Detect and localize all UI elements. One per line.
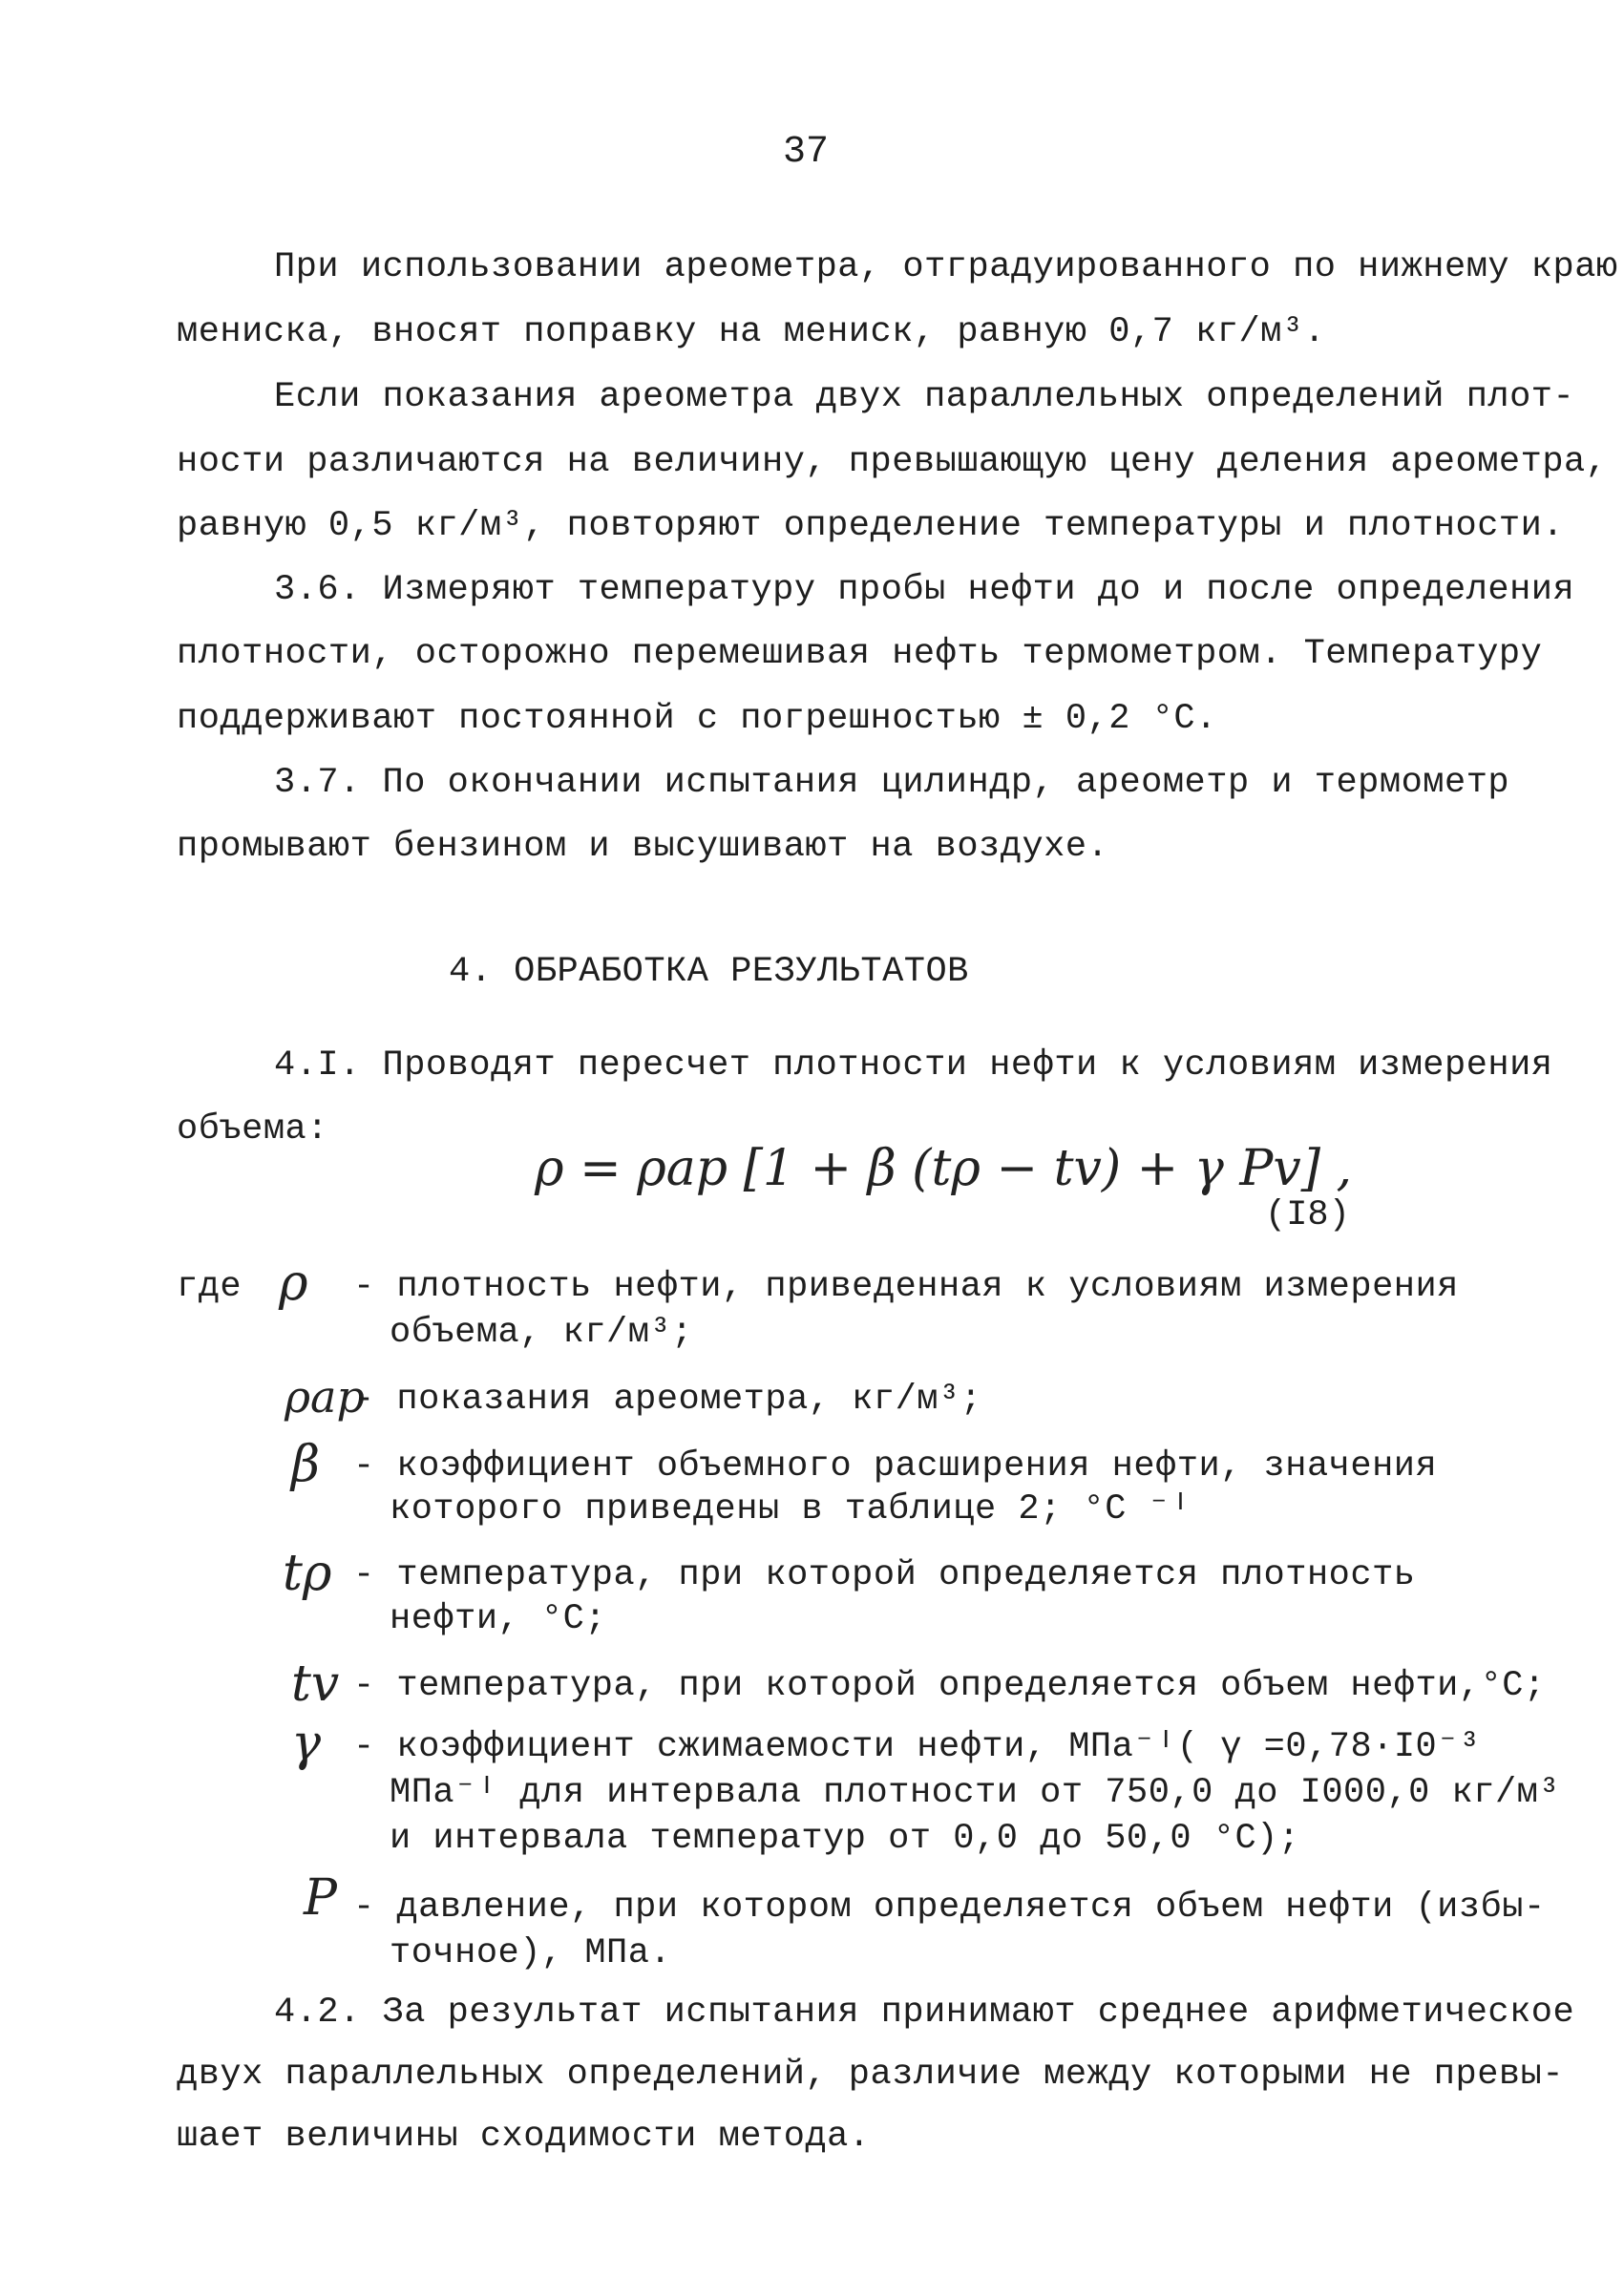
definition-pressure-line-2: точное), МПа. xyxy=(390,1933,672,1973)
definition-rho-ar-line-1: - показания ареометра, кг/м³; xyxy=(353,1380,982,1420)
definition-symbol-beta: β xyxy=(291,1436,321,1493)
paragraph-parallel-line-1: Если показания ареометра двух параллельных определений плот- xyxy=(274,377,1575,417)
paragraph-parallel-line-2: ности различаются на величину, превышающую цену деления ареометра, xyxy=(177,442,1608,482)
definition-symbol-gamma: γ xyxy=(291,1715,322,1772)
page-number: 37 xyxy=(783,131,830,174)
definition-symbol-pressure: P xyxy=(304,1869,337,1927)
definition-gamma-line-2: МПа⁻ᴵ для интервала плотности от 750,0 до I000,0 кг/м³ xyxy=(390,1773,1561,1813)
definition-symbol-t-rho: tρ xyxy=(283,1545,332,1602)
paragraph-4-2-line-2: двух параллельных определений, различие между которыми не превы- xyxy=(177,2055,1565,2095)
paragraph-parallel-line-3: равную 0,5 кг/м³, повторяют определение температуры и плотности. xyxy=(177,506,1565,546)
definition-symbol-rho: ρ xyxy=(279,1255,308,1312)
definition-beta-line-2: которого приведены в таблице 2; °С ⁻ᴵ xyxy=(390,1489,1192,1529)
paragraph-3-6-line-2: плотности, осторожно перемешивая нефть термометром. Температуру xyxy=(177,634,1543,674)
paragraph-4-1-line-2: объема: xyxy=(177,1109,328,1150)
definition-pressure-line-1: - давление, при котором определяется объем нефти (избы- xyxy=(353,1888,1546,1928)
paragraph-3-7-line-2: промывают бензином и высушивают на воздухе. xyxy=(177,827,1109,867)
definition-t-rho-line-2: нефти, °С; xyxy=(390,1599,607,1639)
definition-rho-line-2: объема, кг/м³; xyxy=(390,1313,693,1353)
paragraph-3-7-line-1: 3.7. По окончании испытания цилиндр, ареометр и термометр xyxy=(274,763,1510,803)
paragraph-4-1-line-1: 4.I. Проводят пересчет плотности нефти к условиям измерения xyxy=(274,1045,1553,1086)
section-heading: 4. ОБРАБОТКА РЕЗУЛЬТАТОВ xyxy=(449,952,969,992)
density-formula: ρ = ρар [1 + β (tρ − tv) + γ Pv] , xyxy=(535,1140,1353,1197)
definition-gamma-line-1: - коэффициент сжимаемости нефти, МПа⁻ᴵ( γ =0,78·I0⁻³ xyxy=(353,1727,1481,1767)
definition-rho-line-1: - плотность нефти, приведенная к условиям измерения xyxy=(353,1267,1459,1307)
definition-gamma-line-3: и интервала температур от 0,0 до 50,0 °С); xyxy=(390,1819,1300,1859)
where-label: где xyxy=(177,1267,243,1307)
definition-t-rho-line-1: - температура, при которой определяется плотность xyxy=(353,1555,1416,1595)
paragraph-4-2-line-3: шает величины сходимости метода. xyxy=(177,2117,871,2157)
definition-beta-line-1: - коэффициент объемного расширения нефти, значения xyxy=(353,1446,1438,1487)
definition-symbol-t-v: tv xyxy=(291,1656,340,1713)
definition-t-v-line-1: - температура, при которой определяется объем нефти,°С; xyxy=(353,1666,1546,1706)
definition-symbol-rho-ar: ρар xyxy=(285,1371,365,1423)
paragraph-meniscus-line-2: мениска, вносят поправку на мениск, равную 0,7 кг/м³. xyxy=(177,312,1326,352)
paragraph-4-2-line-1: 4.2. За результат испытания принимают среднее арифметическое xyxy=(274,1993,1575,2033)
paragraph-3-6-line-1: 3.6. Измеряют температуру пробы нефти до и после определения xyxy=(274,570,1575,610)
equation-number: (I8) xyxy=(1265,1195,1350,1235)
paragraph-3-6-line-3: поддерживают постоянной с погрешностью ± 0,2 °С. xyxy=(177,699,1217,739)
paragraph-meniscus-line-1: При использовании ареометра, отградуированного по нижнему краю xyxy=(274,247,1618,287)
